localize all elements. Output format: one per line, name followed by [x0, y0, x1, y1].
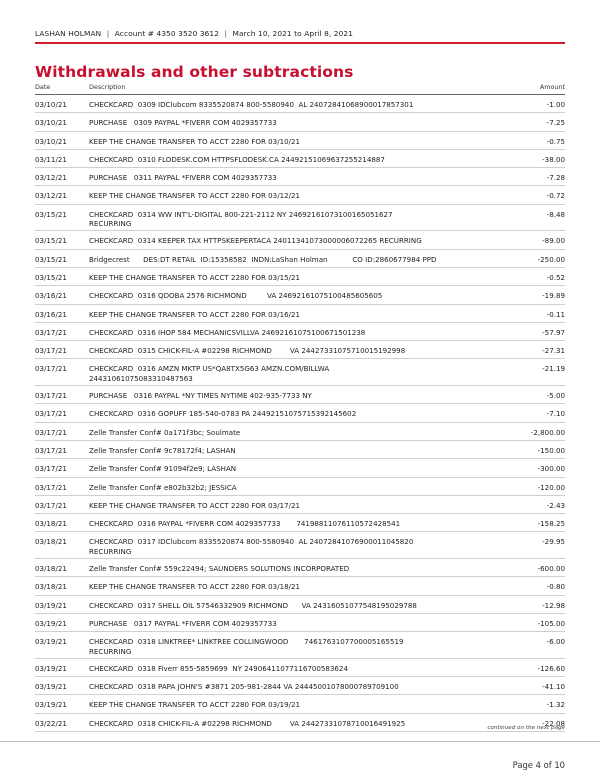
- transaction-description: Zelle Transfer Conf# e802b32b2; JESSICA: [89, 482, 237, 492]
- transaction-date: 03/17/21: [35, 482, 67, 492]
- account-holder-name: LASHAN HOLMAN: [35, 29, 102, 38]
- transaction-amount: -8.48: [546, 209, 565, 219]
- transaction-date: 03/18/21: [35, 519, 67, 529]
- transaction-description: KEEP THE CHANGE TRANSFER TO ACCT 2280 FOR 03/16/21: [89, 309, 301, 319]
- transaction-amount: -41.10: [542, 682, 565, 692]
- transactions-table: [35, 82, 565, 732]
- transaction-description: CHECKCARD 0314 WW INT'L-DIGITAL 800-221-2112 NY 24692161073100165051627 RECURRING: [89, 209, 393, 229]
- transaction-description: CHECKCARD 0316 PAYPAL *FIVERR COM 4029357733 74198811076110572428541: [89, 519, 401, 529]
- header-separator: |: [224, 29, 228, 38]
- transaction-amount: -2.43: [546, 500, 565, 510]
- transaction-description: CHECKCARD 0310 FLODESK.COM HTTPSFLODESK.CA 24492151069637255214887: [89, 154, 385, 164]
- table-row: [35, 286, 565, 304]
- transaction-description: CHECKCARD 0318 Fiverr 855-5859699 NY 24906411077116700583624: [89, 663, 348, 673]
- table-row: [35, 386, 565, 404]
- transaction-description: CHECKCARD 0315 CHICK-FIL-A #02298 RICHMOND VA 24427331075710015192998: [89, 346, 406, 356]
- transaction-description: KEEP THE CHANGE TRANSFER TO ACCT 2280 FOR 03/17/21: [89, 500, 301, 510]
- header-divider: [35, 42, 565, 44]
- continued-note: continued on the next page: [487, 725, 565, 731]
- table-row: [35, 532, 565, 559]
- transaction-amount: -7.10: [546, 409, 565, 419]
- transaction-description: CHECKCARD 0317 SHELL OIL 57546332909 RICHMOND VA 24316051077548195029788: [89, 600, 417, 610]
- table-row: [35, 596, 565, 614]
- transaction-amount: -89.00: [542, 236, 565, 246]
- transaction-description: CHECKCARD 0318 CHICK-FIL-A #02298 RICHMOND VA 24427331078710016491925: [89, 718, 406, 728]
- transaction-date: 03/22/21: [35, 718, 67, 728]
- table-row: [35, 205, 565, 232]
- transaction-date: 03/17/21: [35, 445, 67, 455]
- transaction-description: Bridgecrest DES:DT RETAIL ID:15358582 INDN:LaShan Holman CO ID:2860677984 PPD: [89, 254, 437, 264]
- transaction-description: KEEP THE CHANGE TRANSFER TO ACCT 2280 FOR 03/15/21: [89, 272, 301, 282]
- transaction-description: CHECKCARD 0317 IDClubcom 8335520874 800-5580940 AL 24072841076900011045820 RECURRING: [89, 537, 414, 556]
- transaction-description: PURCHASE 0316 PAYPAL *NY TIMES NYTIME 402-935-7733 NY: [89, 391, 312, 401]
- table-row: [35, 441, 565, 459]
- table-row: [35, 268, 565, 286]
- page-number: Page 4 of 10: [512, 760, 565, 770]
- transaction-amount: -12.98: [542, 600, 565, 610]
- transaction-date: 03/17/21: [35, 464, 67, 474]
- table-row: [35, 577, 565, 595]
- statement-header: [35, 29, 565, 38]
- transaction-date: 03/17/21: [35, 327, 67, 337]
- transaction-amount: -150.00: [537, 445, 565, 455]
- table-row: [35, 632, 565, 659]
- table-row: [35, 323, 565, 341]
- transaction-description: CHECKCARD 0309 IDClubcom 8335520874 800-5580940 AL 24072841068900017857301: [89, 100, 414, 109]
- transaction-description: CHECKCARD 0314 KEEPER TAX HTTPSKEEPERTACA 24011341073000006072265 RECURRING: [89, 236, 422, 246]
- transaction-date: 03/12/21: [35, 173, 67, 183]
- table-row: [35, 186, 565, 204]
- transaction-date: 03/10/21: [35, 136, 67, 146]
- transaction-description: PURCHASE 0309 PAYPAL *FIVERR COM 4029357733: [89, 118, 277, 128]
- transaction-amount: -6.00: [546, 637, 565, 647]
- table-row: [35, 459, 565, 477]
- table-row: [35, 478, 565, 496]
- table-row: [35, 714, 565, 732]
- transaction-description: KEEP THE CHANGE TRANSFER TO ACCT 2280 FOR 03/18/21: [89, 582, 301, 592]
- transaction-date: 03/17/21: [35, 500, 67, 510]
- transaction-date: 03/18/21: [35, 537, 67, 547]
- transaction-description: Zelle Transfer Conf# 559c22494; SAUNDERS SOLUTIONS INCORPORATED: [89, 564, 350, 574]
- transaction-amount: -250.00: [537, 254, 565, 264]
- transaction-date: 03/19/21: [35, 637, 67, 647]
- transaction-amount: -0.52: [546, 272, 565, 282]
- transaction-amount: -57.97: [542, 327, 565, 337]
- column-header-amount: Amount: [539, 83, 565, 91]
- table-row: [35, 95, 565, 113]
- table-row: [35, 404, 565, 422]
- transaction-amount: -7.28: [546, 173, 565, 183]
- transaction-amount: -0.75: [546, 136, 565, 146]
- table-row: [35, 150, 565, 168]
- transaction-amount: -105.00: [537, 618, 565, 628]
- account-number: Account # 4350 3520 3612: [114, 29, 220, 38]
- table-row: [35, 132, 565, 150]
- transaction-date: 03/19/21: [35, 663, 67, 673]
- transaction-description: KEEP THE CHANGE TRANSFER TO ACCT 2280 FOR 03/12/21: [89, 191, 301, 201]
- statement-period: March 10, 2021 to April 8, 2021: [232, 29, 354, 38]
- transaction-date: 03/15/21: [35, 272, 67, 282]
- transaction-date: 03/17/21: [35, 391, 67, 401]
- transaction-amount: -21.19: [542, 364, 565, 374]
- transaction-date: 03/19/21: [35, 700, 67, 710]
- column-header-description: Description: [89, 83, 126, 91]
- transaction-description: KEEP THE CHANGE TRANSFER TO ACCT 2280 FOR 03/19/21: [89, 700, 301, 710]
- transaction-date: 03/12/21: [35, 191, 67, 201]
- table-row: [35, 113, 565, 131]
- column-header-date: Date: [35, 83, 51, 91]
- header-separator: |: [106, 29, 110, 38]
- transaction-date: 03/10/21: [35, 100, 67, 109]
- table-header: [35, 82, 565, 94]
- transaction-date: 03/10/21: [35, 118, 67, 128]
- transaction-description: Zelle Transfer Conf# 9c78172f4; LASHAN: [89, 445, 236, 455]
- transaction-date: 03/15/21: [35, 254, 67, 264]
- transaction-date: 03/19/21: [35, 600, 67, 610]
- transaction-amount: -5.00: [546, 391, 565, 401]
- transaction-date: 03/19/21: [35, 682, 67, 692]
- transaction-description: CHECKCARD 0318 LINKTREE* LINKTREE COLLINGWOOD 7461763107700005165519 RECURRING: [89, 637, 404, 656]
- transaction-description: PURCHASE 0311 PAYPAL *FIVERR COM 4029357733: [89, 173, 277, 183]
- table-row: [35, 496, 565, 514]
- table-body: [35, 95, 565, 732]
- transaction-description: Zelle Transfer Conf# 0a171f3bc; Soulmate: [89, 427, 241, 437]
- table-row: [35, 677, 565, 695]
- transaction-description: CHECKCARD 0316 QDOBA 2576 RICHMOND VA 24692161075100485605605: [89, 291, 383, 301]
- table-row: [35, 341, 565, 359]
- transaction-description: PURCHASE 0317 PAYPAL *FIVERR COM 4029357733: [89, 618, 277, 628]
- transaction-description: CHECKCARD 0316 AMZN MKTP US*QA8TX5G63 AMZN.COM/BILLWA 24431061075083310487563: [89, 364, 330, 383]
- transaction-amount: -29.95: [542, 537, 565, 547]
- transaction-amount: -120.00: [537, 482, 565, 492]
- transaction-amount: -38.00: [542, 154, 565, 164]
- table-row: [35, 305, 565, 323]
- transaction-amount: -1.32: [546, 700, 565, 710]
- transaction-amount: -158.25: [537, 519, 565, 529]
- transaction-description: CHECKCARD 0316 IHOP 584 MECHANICSVILLVA 24692161075100671501238: [89, 327, 366, 337]
- table-row: [35, 659, 565, 677]
- footer-divider: [0, 741, 600, 742]
- transaction-date: 03/19/21: [35, 618, 67, 628]
- transaction-amount: -1.00: [546, 100, 565, 109]
- transaction-description: CHECKCARD 0318 PAPA JOHN'S #3871 205-981-2844 VA 24445001078000789709100: [89, 682, 399, 692]
- transaction-date: 03/16/21: [35, 291, 67, 301]
- transaction-amount: -22.08: [542, 718, 565, 728]
- transaction-date: 03/17/21: [35, 427, 67, 437]
- table-row: [35, 423, 565, 441]
- table-row: [35, 514, 565, 532]
- transaction-amount: -600.00: [537, 564, 565, 574]
- transaction-amount: -126.60: [537, 663, 565, 673]
- transaction-amount: -27.31: [542, 346, 565, 356]
- transaction-date: 03/18/21: [35, 582, 67, 592]
- transaction-date: 03/15/21: [35, 236, 67, 246]
- transaction-amount: -0.11: [546, 309, 565, 319]
- table-row: [35, 614, 565, 632]
- transaction-date: 03/17/21: [35, 364, 67, 374]
- table-row: [35, 359, 565, 386]
- transaction-description: CHECKCARD 0316 GOPUFF 185-540-0783 PA 24492151075715392145602: [89, 409, 357, 419]
- table-row: [35, 250, 565, 268]
- table-row: [35, 559, 565, 577]
- transaction-description: Zelle Transfer Conf# 91094f2e9; LASHAN: [89, 464, 237, 474]
- transaction-amount: -300.00: [537, 464, 565, 474]
- transaction-amount: -0.72: [546, 191, 565, 201]
- section-title: Withdrawals and other subtractions: [35, 63, 354, 81]
- transaction-date: 03/17/21: [35, 409, 67, 419]
- transaction-description: KEEP THE CHANGE TRANSFER TO ACCT 2280 FOR 03/10/21: [89, 136, 301, 146]
- transaction-date: 03/15/21: [35, 209, 67, 219]
- table-row: [35, 695, 565, 713]
- transaction-date: 03/11/21: [35, 154, 67, 164]
- table-row: [35, 168, 565, 186]
- transaction-date: 03/18/21: [35, 564, 67, 574]
- transaction-amount: -0.80: [546, 582, 565, 592]
- transaction-amount: -2,800.00: [530, 427, 565, 437]
- table-row: [35, 231, 565, 249]
- transaction-date: 03/16/21: [35, 309, 67, 319]
- transaction-date: 03/17/21: [35, 346, 67, 356]
- transaction-amount: -7.25: [546, 118, 565, 128]
- transaction-amount: -19.89: [542, 291, 565, 301]
